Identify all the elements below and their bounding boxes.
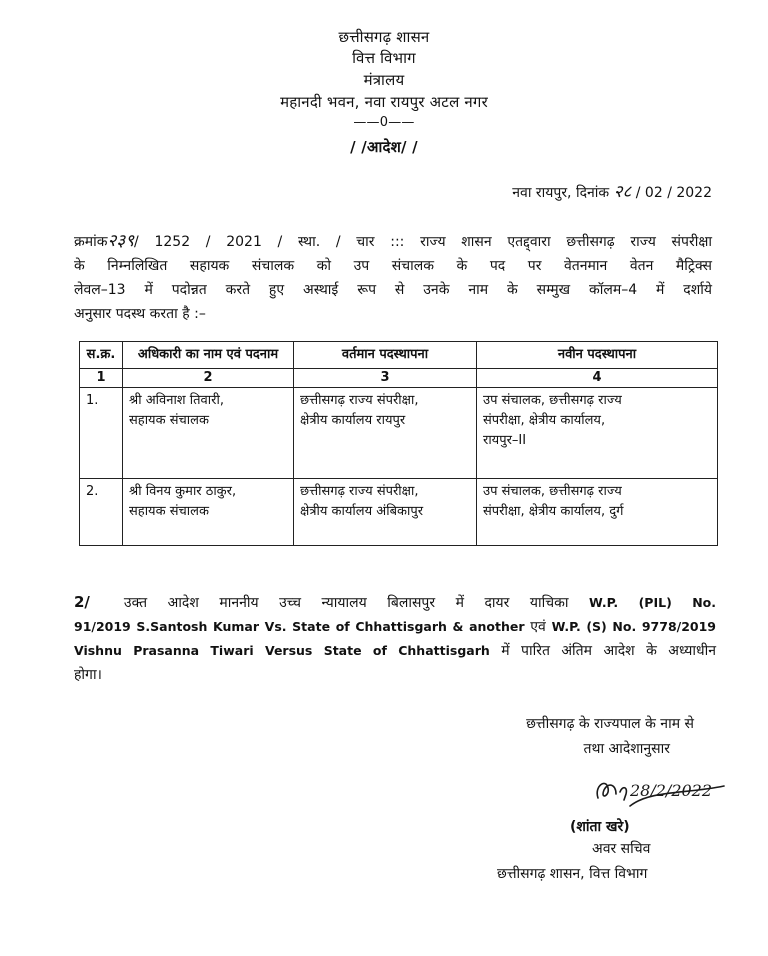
signatory-designation: अवर सचिव (592, 841, 651, 857)
table-colnum-row (80, 369, 718, 388)
cell-new-posting (477, 479, 718, 546)
court-line-4: होगा। (74, 667, 102, 683)
new-posting-line: उप संचालक, छत्तीसगढ़ राज्य (483, 393, 622, 408)
court-text: में पारित अंतिम आदेश के अध्याधीन (501, 643, 717, 659)
cell-new-posting (477, 388, 718, 479)
table-row (80, 479, 718, 546)
header-ministry: मंत्रालय (363, 71, 405, 89)
court-line-2 (74, 615, 716, 639)
current-posting-line: छत्तीसगढ़ राज्य संपरीक्षा, (300, 393, 419, 408)
handwritten-order-number: २३९ (107, 231, 135, 251)
court-text: एवं (530, 619, 546, 635)
order-title: / /आदेश/ / (350, 138, 418, 156)
court-line-1 (74, 590, 716, 615)
cell-sno: 1. (80, 388, 123, 479)
table-row (80, 388, 718, 479)
order-line-3: लेवल–13 में पदोन्नत करते हुए अस्थाई रूप से उनके नाम के सम्मुख कॉलम–4 में दर्शाये (74, 282, 712, 298)
col-header-officer: अधिकारी का नाम एवं पदनाम (123, 342, 294, 369)
cell-current-posting (294, 479, 477, 546)
header-address: महानदी भवन, नवा रायपुर अटल नगर (280, 93, 488, 111)
col-header-sno: स.क्र. (80, 342, 123, 369)
handwritten-signature (590, 772, 730, 812)
col-num-2: 2 (123, 369, 294, 388)
col-num-1: 1 (80, 369, 123, 388)
handwritten-day: २८ (613, 182, 632, 202)
posting-table (79, 341, 718, 546)
col-num-3: 3 (294, 369, 477, 388)
order-number-prefix: क्रमांक (74, 234, 108, 250)
header-department: वित्त विभाग (352, 49, 416, 67)
order-line-2: के निम्नलिखित सहायक संचालक को उप संचालक के पद पर वेतनमान वेतन मैट्रिक्स (74, 258, 712, 274)
new-posting-line: उप संचालक, छत्तीसगढ़ राज्य (483, 484, 622, 499)
authority-line-2: तथा आदेशानुसार (583, 741, 670, 757)
signatory-name: (शांता खरे) (570, 819, 630, 835)
cell-officer (123, 388, 294, 479)
signature-date: 28/2/2022 (630, 781, 713, 800)
court-paragraph (74, 590, 716, 687)
order-line-1 (74, 229, 712, 254)
col-header-current: वर्तमान पदस्थापना (294, 342, 477, 369)
new-posting-line: संपरीक्षा, क्षेत्रीय कार्यालय, (483, 413, 606, 428)
col-num-4: 4 (477, 369, 718, 388)
new-posting-line: रायपुर–II (483, 433, 527, 448)
header-government: छत्तीसगढ़ शासन (338, 28, 430, 46)
court-line-3 (74, 639, 716, 663)
para-marker: 2/ (74, 593, 90, 611)
court-text: उक्त आदेश माननीय उच्च न्यायालय बिलासपुर में दायर याचिका (123, 595, 569, 611)
dateline-rest: / 02 / 2022 (635, 185, 712, 201)
officer-designation: सहायक संचालक (129, 504, 209, 519)
case-ref: W.P. (PIL) No. (589, 595, 716, 610)
order-line-1-rest: / 1252 / 2021 / स्था. / चार ::: राज्य शासन एतद्द्वारा छत्तीसगढ़ राज्य संपरीक्षा (134, 234, 712, 250)
current-posting-line: छत्तीसगढ़ राज्य संपरीक्षा, (300, 484, 419, 499)
current-posting-line: क्षेत्रीय कार्यालय रायपुर (300, 413, 406, 428)
header-divider: ——0—— (353, 115, 415, 130)
order-paragraph (74, 229, 712, 326)
new-posting-line: संपरीक्षा, क्षेत्रीय कार्यालय, दुर्ग (483, 504, 624, 519)
cell-sno: 2. (80, 479, 123, 546)
cell-officer (123, 479, 294, 546)
col-header-new: नवीन पदस्थापना (477, 342, 718, 369)
current-posting-line: क्षेत्रीय कार्यालय अंबिकापुर (300, 504, 424, 519)
authority-line-1: छत्तीसगढ़ के राज्यपाल के नाम से (526, 716, 694, 732)
table-header-row (80, 342, 718, 369)
officer-name: श्री अविनाश तिवारी, (129, 393, 224, 408)
dateline-prefix: नवा रायपुर, दिनांक (512, 185, 610, 201)
officer-designation: सहायक संचालक (129, 413, 209, 428)
cell-current-posting (294, 388, 477, 479)
dateline (512, 179, 712, 202)
signatory-department: छत्तीसगढ़ शासन, वित्त विभाग (497, 866, 648, 882)
case-ref: 91/2019 S.Santosh Kumar Vs. State of Chhattisgarh & another (74, 619, 525, 634)
officer-name: श्री विनय कुमार ठाकुर, (129, 484, 237, 499)
case-ref: W.P. (S) No. 9778/2019 (551, 619, 717, 634)
order-line-4: अनुसार पदस्थ करता है :– (74, 306, 206, 322)
case-ref: Vishnu Prasanna Tiwari Versus State of Chhattisgarh (74, 643, 490, 658)
